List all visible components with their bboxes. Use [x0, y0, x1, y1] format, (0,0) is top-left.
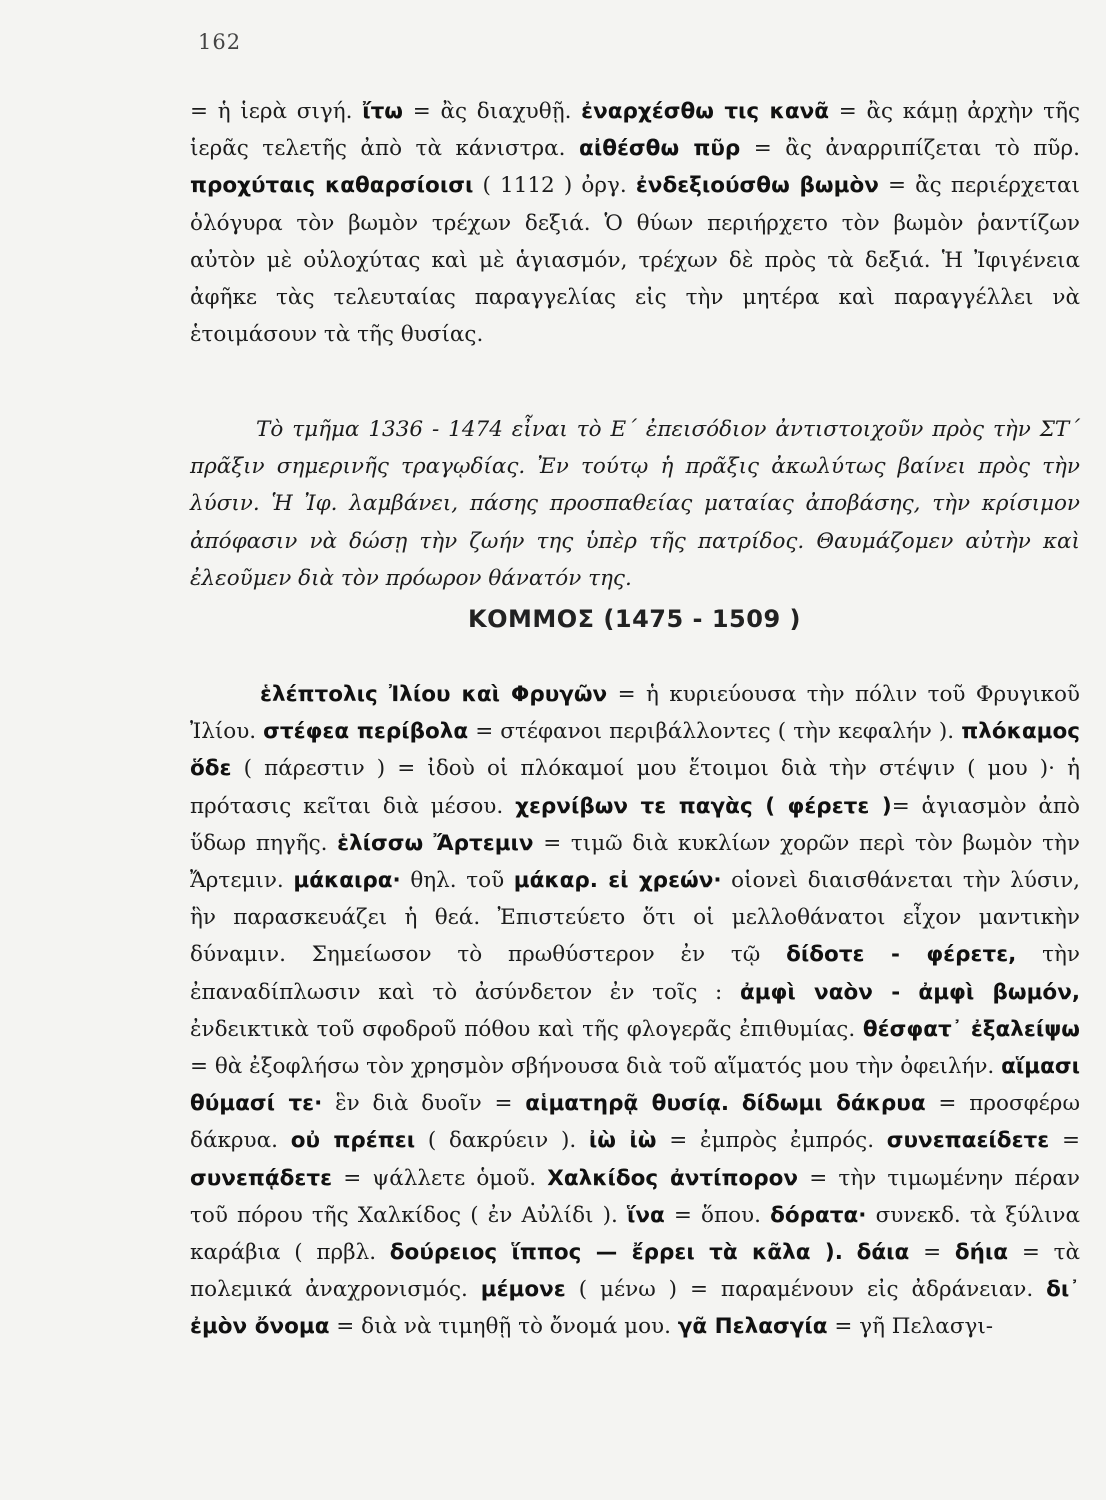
glossary-term: αἰθέσθω πῦρ: [579, 136, 741, 162]
glossary-gloss: = ἂς περιέρχεται ὁλόγυρα τὸν βωμὸν τρέχων δεξιά. Ὁ θύων περιήρχετο τὸν βωμὸν ῥαντίζων αὐτὸν μὲ οὐλοχύτας καὶ μὲ ἁγιασμόν, τρέχων δὲ πρὸς τὰ δεξιά. Ἡ Ἰφιγένεια ἀφῆκε τὰς τελευταίας παραγγελίας εἰς τὴν μητέρα καὶ παραγγέλλει νὰ ἑτοιμάσουν τὰ τῆς θυσίας.: [190, 173, 1080, 348]
glossary-gloss: = ἡ ἱερὰ σιγή.: [190, 99, 363, 124]
glossary-gloss: ( μένω ) = παραμένουν εἰς ἀδράνειαν.: [565, 1277, 1047, 1303]
glossary-term: χερνίβων τε παγὰς ( φέρετε ): [515, 793, 892, 819]
glossary-term: θέσφατ᾽ ἐξαλείψω: [862, 1016, 1080, 1042]
glossary-term: δάια: [856, 1240, 910, 1266]
glossary-gloss: = γῆ Πελασγι-: [827, 1314, 994, 1340]
glossary-term: μάκαιρα·: [293, 868, 401, 894]
glossary-term: οὐ πρέπει: [290, 1128, 416, 1154]
glossary-term: Χαλκίδος ἀντίπορον: [547, 1165, 799, 1191]
glossary-term: δίδοτε - φέρετε,: [786, 942, 1017, 968]
glossary-gloss: = στέφανοι περιβάλλοντες ( τὴν κεφαλήν ).: [468, 719, 962, 745]
glossary-term: στέφεα περίβολα: [263, 719, 469, 745]
glossary-gloss: = τιμῶ διὰ κυκλίων χορῶν περὶ τὸν βωμὸν τὴν Ἄρτεμιν.: [190, 830, 1080, 894]
glossary-term: δήια: [954, 1240, 1009, 1266]
glossary-gloss: = ἂς κάμῃ ἀρχὴν τῆς ἱερᾶς τελετῆς ἀπὸ τὰ κάνιστρα.: [190, 99, 1080, 162]
page-number: 162: [198, 30, 242, 54]
glossary-term: δι᾽ ἐμὸν ὄνομα: [190, 1277, 1081, 1340]
glossary-gloss: = ψάλλετε ὁμοῦ.: [332, 1165, 548, 1191]
glossary-term: ἑλίσσω Ἄρτεμιν: [337, 830, 534, 856]
glossary-gloss: = θὰ ἐξοφλήσω τὸν χρησμὸν σβήνουσα διὰ τοῦ αἵματός μου τὴν ὀφειλήν.: [190, 1054, 1002, 1080]
glossary-gloss: θηλ. τοῦ: [400, 868, 514, 894]
glossary-gloss: =: [1049, 1128, 1080, 1154]
glossary-gloss: = ἐμπρὸς ἐμπρός.: [656, 1128, 887, 1154]
glossary-gloss: = ἂς ἀναρριπίζεται τὸ πῦρ.: [740, 136, 1080, 162]
glossary-term: συνεπᾴδετε: [190, 1165, 333, 1191]
glossary-gloss: =: [909, 1240, 955, 1266]
glossary-term: ἀμφὶ ναὸν - ἀμφὶ βωμόν,: [739, 979, 1081, 1005]
glossary-term: προχύταις καθαρσίοισι: [190, 173, 474, 199]
glossary-term: μέμονε: [480, 1277, 566, 1303]
glossary-term: ἵνα: [626, 1202, 665, 1228]
glossary-gloss: = ἡ κυριεύουσα τὴν πόλιν τοῦ Φρυγικοῦ Ἰλίου.: [190, 682, 1080, 745]
glossary-gloss: [729, 1091, 742, 1116]
glossary-gloss: [843, 1240, 857, 1265]
glossary-term: δόρατα·: [770, 1202, 867, 1228]
glossary-paragraph-1: [190, 93, 1080, 353]
glossary-gloss: = διὰ νὰ τιμηθῇ τὸ ὄνομά μου.: [329, 1314, 678, 1340]
glossary-gloss: συνεκδ. τὰ ξύλινα καράβια ( πρβλ.: [190, 1202, 1080, 1266]
glossary-paragraph-2: [190, 676, 1080, 1346]
glossary-term: αἱματηρᾷ θυσίᾳ.: [525, 1091, 730, 1117]
glossary-term: ἰὼ ἰὼ: [588, 1128, 657, 1154]
glossary-gloss: = τὴν τιμωμένην πέραν τοῦ πόρου τῆς Χαλκίδος ( ἐν Αὐλίδι ).: [190, 1165, 1080, 1228]
glossary-term: γᾶ Πελασγία: [677, 1314, 828, 1340]
glossary-gloss: = ἁγιασμὸν ἀπὸ ὕδωρ πηγῆς.: [190, 793, 1080, 856]
glossary-gloss: ( 1112 ) ὀργ.: [473, 173, 636, 199]
glossary-term: ἑλέπτολις Ἰλίου καὶ Φρυγῶν: [260, 682, 608, 707]
glossary-gloss: ( πάρεστιν ) = ἰδοὺ οἱ πλόκαμοί μου ἕτοιμοι διὰ τὴν στέψιν ( μου )· ἡ πρότασις κεῖται διὰ μέσου.: [190, 756, 1080, 819]
glossary-gloss: ἓν διὰ δυοῖν =: [322, 1091, 526, 1117]
glossary-term: μάκαρ. εἰ χρεών·: [513, 868, 722, 894]
glossary-gloss: = ἂς διαχυθῇ.: [403, 99, 582, 124]
glossary-term: ἐνδεξιούσθω βωμὸν: [635, 173, 879, 199]
glossary-term: συνεπαείδετε: [886, 1128, 1050, 1154]
glossary-term: δούρειος ἵππος — ἔρρει τὰ κᾶλα ).: [389, 1240, 843, 1266]
glossary-term: αἵμασι θύμασί τε·: [190, 1054, 1080, 1117]
glossary-gloss: τὴν ἐπαναδίπλωσιν καὶ τὸ ἀσύνδετον ἐν τοῖς :: [190, 942, 1080, 1005]
glossary-term: δίδωμι δάκρυα: [741, 1091, 926, 1117]
section-title: ΚΟΜΜΟΣ (1475 - 1509 ): [468, 605, 801, 633]
glossary-gloss: = προσφέρω δάκρυα.: [190, 1091, 1080, 1154]
glossary-gloss: οἱονεὶ διαισθάνεται τὴν λύσιν, ἣν παρασκευάζει ἡ θεά. Ἐπιστεύετο ὅτι οἱ μελλοθάνατοι εἶχον μαντικὴν δύναμιν. Σημείωσον τὸ πρωθύστερον ἐν τῷ: [190, 868, 1081, 968]
commentary-paragraph: Τὸ τμῆμα 1336 - 1474 εἶναι τὸ Ε΄ ἐπεισόδιον ἀντιστοιχοῦν πρὸς τὴν ΣΤ΄ πρᾶξιν σημερινῆς τραγῳδίας. Ἐν τούτῳ ἡ πρᾶξις ἀκωλύτως βαίνει πρὸς τὴν λύσιν. Ἡ Ἰφ. λαμβάνει, πάσης προσπαθείας ματαίας ἀποβάσης, τὴν κρίσιμον ἀπόφασιν νὰ δώσῃ τὴν ζωήν της ὑπὲρ τῆς πατρίδος. Θαυμάζομεν αὐτὴν καὶ ἐλεοῦμεν διὰ τὸν πρόωρον θάνατόν της.: [190, 417, 1080, 591]
glossary-term: ἴτω: [362, 99, 403, 124]
glossary-term: ἐναρχέσθω τις κανᾶ: [581, 99, 830, 124]
glossary-term: πλόκαμος ὅδε: [190, 719, 1080, 782]
glossary-gloss: = τὰ πολεμικά ἀναχρονισμός.: [190, 1240, 1080, 1303]
glossary-gloss: ( δακρύειν ).: [415, 1128, 589, 1154]
glossary-gloss: ἐνδεικτικὰ τοῦ σφοδροῦ πόθου καὶ τῆς φλογερᾶς ἐπιθυμίας.: [190, 1016, 863, 1042]
glossary-gloss: = ὅπου.: [664, 1202, 771, 1228]
